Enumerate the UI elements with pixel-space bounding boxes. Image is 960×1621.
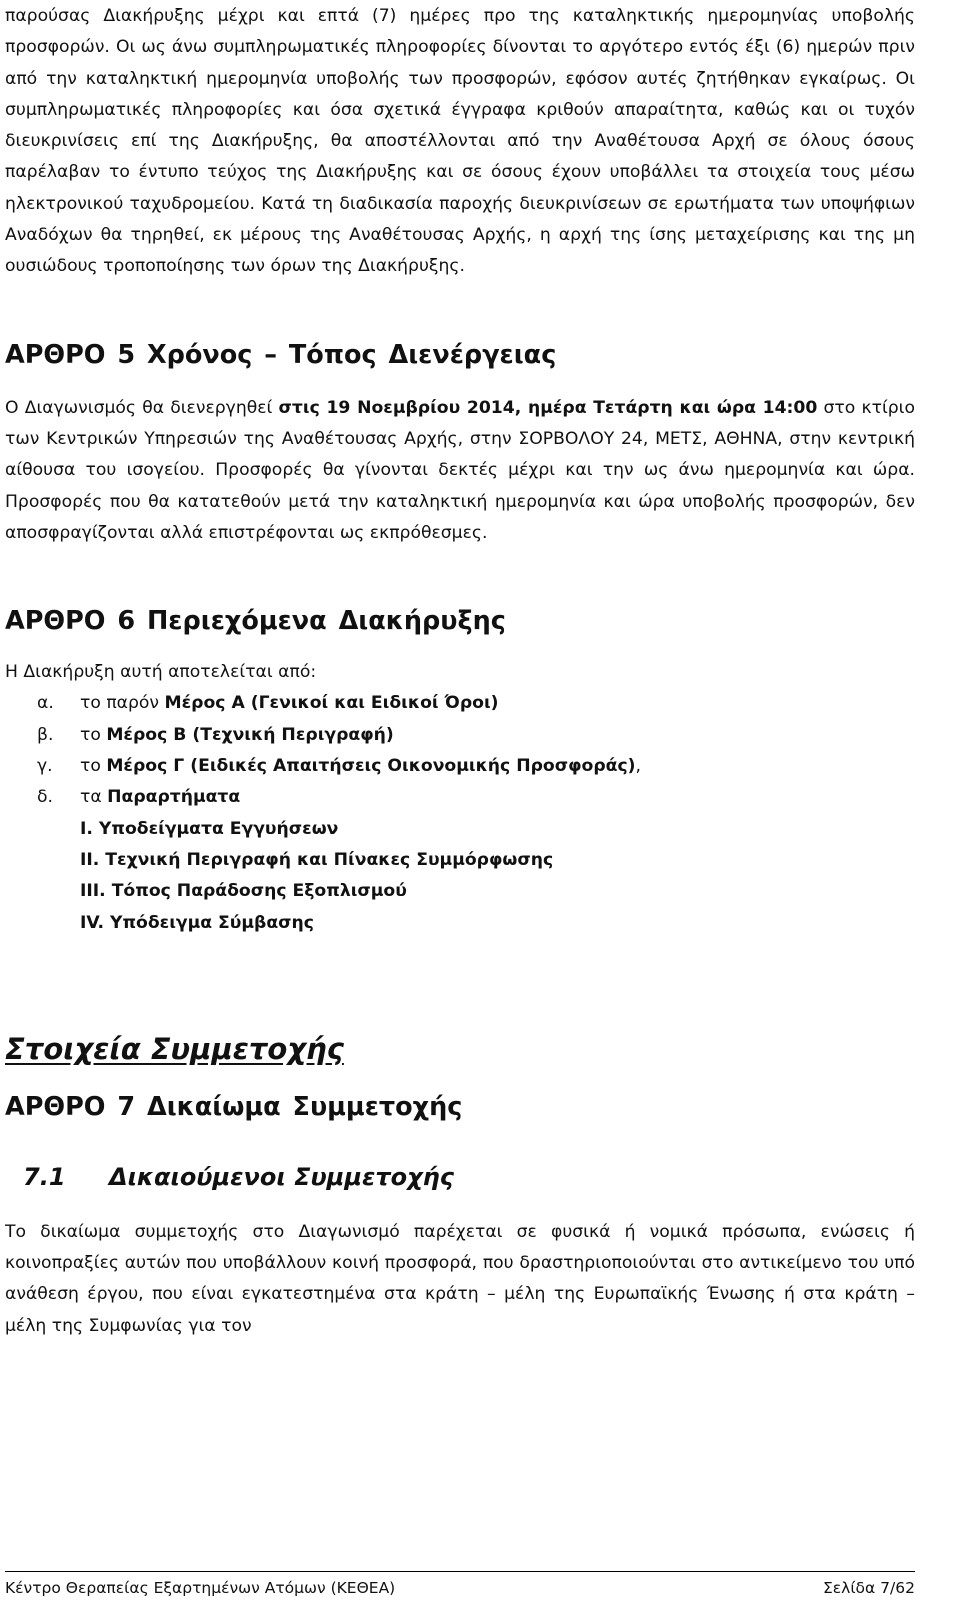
- article-7-heading: ΑΡΘΡΟ 7 Δικαίωμα Συμμετοχής: [5, 1091, 463, 1122]
- list-marker: β.: [37, 724, 54, 745]
- list-text-pre: το παρόν: [80, 693, 165, 714]
- annex-item: ΙΙ. Τεχνική Περιγραφή και Πίνακες Συμμόρφωσης: [80, 849, 554, 870]
- list-text-bold: Μέρος Β (Τεχνική Περιγραφή): [106, 724, 394, 745]
- article-6-heading: ΑΡΘΡΟ 6 Περιεχόμενα Διακήρυξης: [5, 606, 506, 637]
- article-6-lead: Η Διακήρυξη αυτή αποτελείται από:: [5, 662, 317, 683]
- annex-item: Ι. Υποδείγματα Εγγυήσεων: [80, 818, 339, 839]
- list-text-pre: τα: [80, 787, 108, 808]
- list-text-pre: το: [80, 724, 107, 745]
- list-text-post: ,: [635, 756, 641, 777]
- list-item: [5, 688, 915, 719]
- article-5-paragraph: [5, 393, 915, 549]
- document-page: [5, 0, 915, 1342]
- footer-organization: Κέντρο Θεραπείας Εξαρτημένων Ατόμων (ΚΕΘΕΑ): [5, 1579, 396, 1597]
- list-text: [80, 688, 499, 719]
- list-item: [5, 782, 915, 813]
- list-text-bold: Παραρτήματα: [107, 787, 241, 808]
- list-text: [80, 782, 240, 813]
- intro-paragraph: παρούσας Διακήρυξης μέχρι και επτά (7) ημέρες προ της καταληκτικής ημερομηνίας υποβολής προσφορών. Οι ως άνω συμπληρωματικές πληροφορίες δίνονται το αργότερο εντός έξι (6) ημερών πριν από την καταληκτική ημερομηνία υποβολής των προσφορών, εφόσον αυτές ζητήθηκαν εγκαίρως. Οι συμπληρωματικές πληροφορίες και όσα σχετικά έγγραφα κριθούν απαραίτητα, καθώς και οι τυχόν διευκρινίσεις επί της Διακήρυξης, θα αποστέλλονται από την Αναθέτουσα Αρχή σε όλους όσους παρέλαβαν το έντυπο τεύχος της Διακήρυξης και σε όσους έχουν υποβάλλει τα στοιχεία τους μέσω ηλεκτρονικού ταχυδρομείου. Κατά τη διαδικασία παροχής διευκρινίσεων σε ερωτήματα των υποψήφιων Αναδόχων θα τηρηθεί, εκ μέρους της Αναθέτουσας Αρχής, η αρχή της ίσης μεταχείρισης και της μη ουσιώδους τροποποίησης των όρων της Διακήρυξης.: [5, 6, 915, 277]
- article-5-text-start: Ο Διαγωνισμός θα διενεργηθεί: [5, 397, 279, 418]
- list-marker: α.: [37, 693, 54, 714]
- list-text: [80, 751, 641, 782]
- list-marker: δ.: [37, 787, 53, 808]
- article-5-heading: ΑΡΘΡΟ 5 Χρόνος – Τόπος Διενέργειας: [5, 339, 557, 370]
- list-item: [5, 751, 915, 782]
- footer-page-number: Σελίδα 7/62: [822, 1579, 915, 1597]
- list-text-bold: Μέρος Γ (Ειδικές Απαιτήσεις Οικονομικής Προσφοράς): [106, 756, 636, 777]
- annex-item: ΙΙΙ. Τόπος Παράδοσης Εξοπλισμού: [80, 881, 407, 902]
- list-marker: γ.: [37, 756, 53, 777]
- article-7-paragraph: Το δικαίωμα συμμετοχής στο Διαγωνισμό παρέχεται σε φυσικά ή νομικά πρόσωπα, ενώσεις ή κοινοπραξίες αυτών που υποβάλλουν κοινή προσφορά, που δραστηριοποιούνται στο αντικείμενο του υπό ανάθεση έργου, που είναι εγκατεστημένα στα κράτη – μέλη της Ευρωπαϊκής Ένωσης ή στα κράτη – μέλη της Συμφωνίας για τον: [5, 1221, 915, 1336]
- subsection-title: Δικαιούμενοι Συμμετοχής: [109, 1162, 454, 1191]
- list-text-bold: Μέρος Α (Γενικοί και Ειδικοί Όροι): [164, 693, 499, 714]
- annex-item: IV. Υπόδειγμα Σύμβασης: [80, 912, 314, 933]
- list-item: [5, 720, 915, 751]
- article-5-date-time: στις 19 Νοεμβρίου 2014, ημέρα Τετάρτη και ώρα 14:00: [278, 397, 818, 418]
- subsection-7-1-heading: [5, 1161, 915, 1193]
- article-5-text-rest: στο κτίριο των Κεντρικών Υπηρεσιών της Αναθέτουσας Αρχής, στην ΣΟΡΒΟΛΟΥ 24, ΜΕΤΣ, ΑΘΗΝΑ, στην κεντρική αίθουσα του ισογείου. Προσφορές θα γίνονται δεκτές μέχρι και την ως άνω ημερομηνία και ώρα. Προσφορές που θα κατατεθούν μετά την καταληκτική ημερομηνία και ώρα υποβολής προσφορών, δεν αποσφραγίζονται αλλά επιστρέφονται ως εκπρόθεσμες.: [5, 397, 916, 543]
- page-footer: [5, 1571, 915, 1601]
- list-text: [80, 720, 394, 751]
- section-heading: Στοιχεία Συμμετοχής: [5, 1031, 344, 1066]
- article-6-contents: [5, 657, 915, 939]
- list-text-pre: το: [80, 756, 107, 777]
- subsection-number: 7.1: [23, 1162, 66, 1191]
